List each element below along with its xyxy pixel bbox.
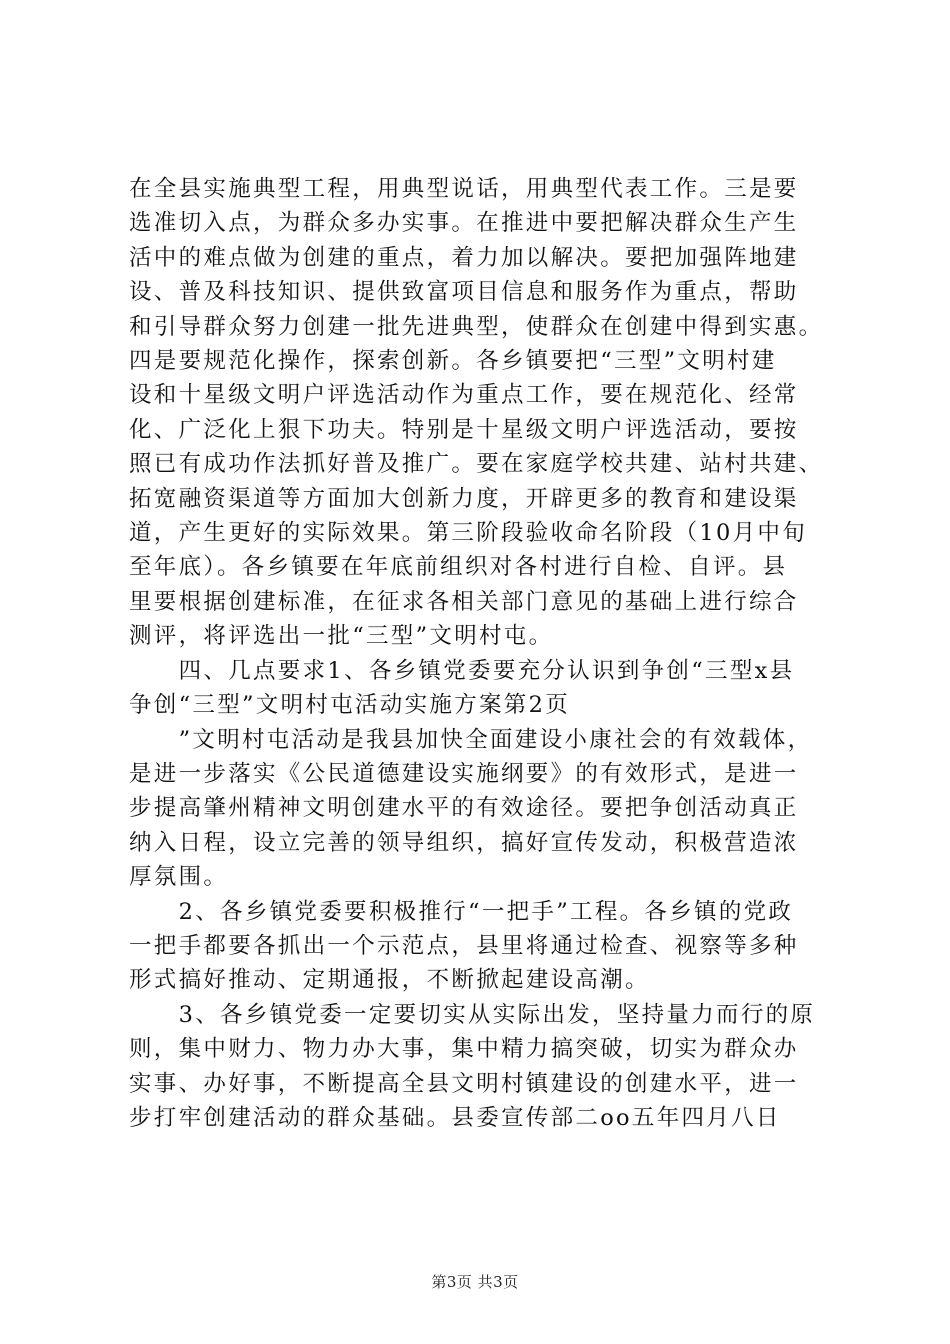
document-body	[129, 172, 835, 1135]
text-line: 照已有成功作法抓好普及推广。要在家庭学校共建、站村共建、	[129, 451, 824, 478]
page-footer	[0, 1272, 950, 1292]
text-line: 测评，将评选出一批“三型”文明村屯。	[129, 623, 554, 650]
page-number-label: 第3页 共3页	[431, 1273, 519, 1291]
text-line: 实事、办好事，不断提高全县文明村镇建设的创建水平，进一	[129, 1070, 799, 1097]
text-line: 里要根据创建标准，在征求各相关部门意见的基础上进行综合	[129, 588, 799, 615]
text-line: 在全县实施典型工程，用典型说话，用典型代表工作。三是要	[129, 176, 799, 202]
text-line: 步打牢创建活动的群众基础。县委宣传部二oo五年四月八日	[129, 1104, 781, 1131]
text-line: ”文明村屯活动是我县加快全面建设小康社会的有效载体，	[129, 726, 813, 753]
text-line: 四、几点要求1、各乡镇党委要充分认识到争创“三型x县	[129, 657, 795, 684]
text-line: 纳入日程，设立完善的领导组织，搞好宣传发动，积极营造浓	[129, 829, 799, 856]
text-line: 四是要规范化操作，探索创新。各乡镇要把“三型”文明村建	[129, 348, 777, 375]
text-line: 2、各乡镇党委要积极推行“一把手”工程。各乡镇的党政	[129, 898, 794, 925]
text-line: 活中的难点做为创建的重点，着力加以解决。要把加强阵地建	[129, 244, 799, 271]
text-line: 形式搞好推动、定期通报，不断掀起建设高潮。	[129, 967, 650, 994]
text-line: 厚氛围。	[129, 864, 229, 891]
text-line: 则，集中财力、物力办大事，集中精力搞突破，切实为群众办	[129, 1036, 799, 1063]
text-line: 设、普及科技知识、提供致富项目信息和服务作为重点，帮助	[129, 279, 799, 306]
text-line: 争创“三型”文明村屯活动实施方案第2页	[129, 692, 571, 719]
text-line: 选准切入点，为群众多办实事。在推进中要把解决群众生产生	[129, 210, 799, 237]
text-line: 3、各乡镇党委一定要切实从实际出发，坚持量力而行的原	[129, 1001, 816, 1028]
text-line: 化、广泛化上狠下功夫。特别是十星级文明户评选活动，要按	[129, 416, 799, 443]
text-line: 是进一步落实《公民道德建设实施纲要》的有效形式，是进一	[129, 760, 799, 787]
text-line: 步提高肇州精神文明创建水平的有效途径。要把争创活动真正	[129, 795, 799, 822]
text-line: 一把手都要各抓出一个示范点，县里将通过检查、视察等多种	[129, 932, 799, 959]
text-line: 道，产生更好的实际效果。第三阶段验收命名阶段（10月中旬	[129, 520, 808, 547]
text-line: 和引导群众努力创建一批先进典型，使群众在创建中得到实惠。	[129, 313, 824, 340]
text-line: 设和十星级文明户评选活动作为重点工作，要在规范化、经常	[129, 382, 799, 409]
text-line: 拓宽融资渠道等方面加大创新力度，开辟更多的教育和建设渠	[129, 485, 799, 512]
text-line: 至年底）。各乡镇要在年底前组织对各村进行自检、自评。县	[129, 554, 788, 581]
